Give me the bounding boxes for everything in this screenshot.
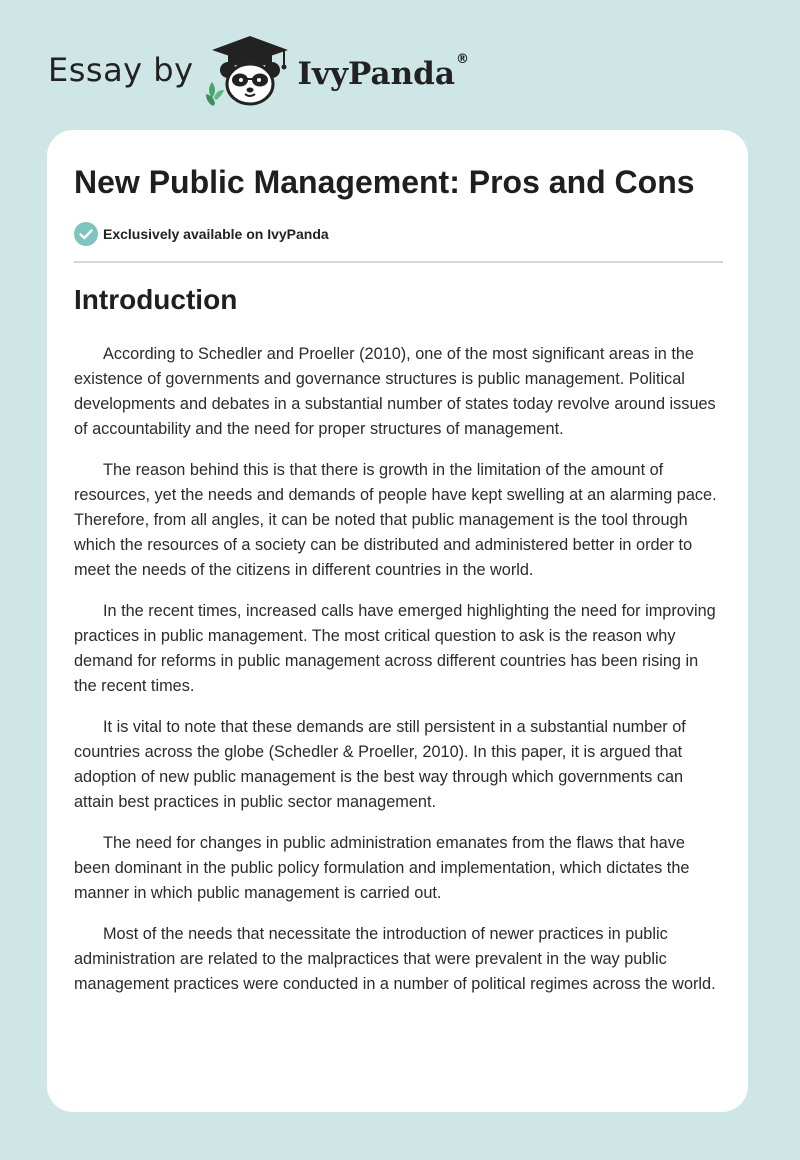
divider <box>74 261 723 263</box>
exclusive-badge <box>74 222 329 246</box>
panda-logo-icon <box>204 30 296 110</box>
paragraph: The need for changes in public administration emanates from the flaws that have been dominant in the public policy formulation and implementation, which dictates the manner in which public management is carried out. <box>74 834 690 902</box>
check-circle-icon <box>74 222 98 246</box>
page-title: New Public Management: Pros and Cons <box>74 164 695 200</box>
badge-label: Exclusively available on IvyPanda <box>103 226 329 242</box>
paragraph: In the recent times, increased calls have emerged highlighting the need for improving practices in public management. The most critical question to ask is the reason why demand for reforms in public management across different countries has been rising in the recent times. <box>74 602 716 695</box>
brand-name: IvyPanda® <box>297 52 469 92</box>
article-card <box>47 130 748 1112</box>
paragraph: It is vital to note that these demands are still persistent in a substantial number of countries across the globe (Schedler & Proeller, 2010). In this paper, it is argued that adoption of new public management is the best way through which governments can attain best practices in public sector management. <box>74 718 686 811</box>
paragraph: Most of the needs that necessitate the introduction of newer practices in public administration are related to the malpractices that were prevalent in the way public management practices were conducted in a number of political regimes across the world. <box>74 925 716 993</box>
section-heading: Introduction <box>74 284 238 315</box>
brand-prefix: Essay by <box>48 51 194 89</box>
registered-mark: ® <box>455 52 469 67</box>
paragraph: According to Schedler and Proeller (2010), one of the most significant areas in the existence of governments and governance structures is public management. Political developments and debates in a substantial number of states today revolve around issues of accountability and the need for proper structures of management. <box>74 345 716 438</box>
brand-header <box>48 30 469 110</box>
paragraph: The reason behind this is that there is growth in the limitation of the amount of resources, yet the needs and demands of people have kept swelling at an alarming pace. Therefore, from all angles, it can be noted that public management is the tool through which the resources of a society can be distributed and administered better in order to meet the needs of the citizens in different countries in the world. <box>74 461 717 579</box>
article-body <box>74 342 724 1013</box>
